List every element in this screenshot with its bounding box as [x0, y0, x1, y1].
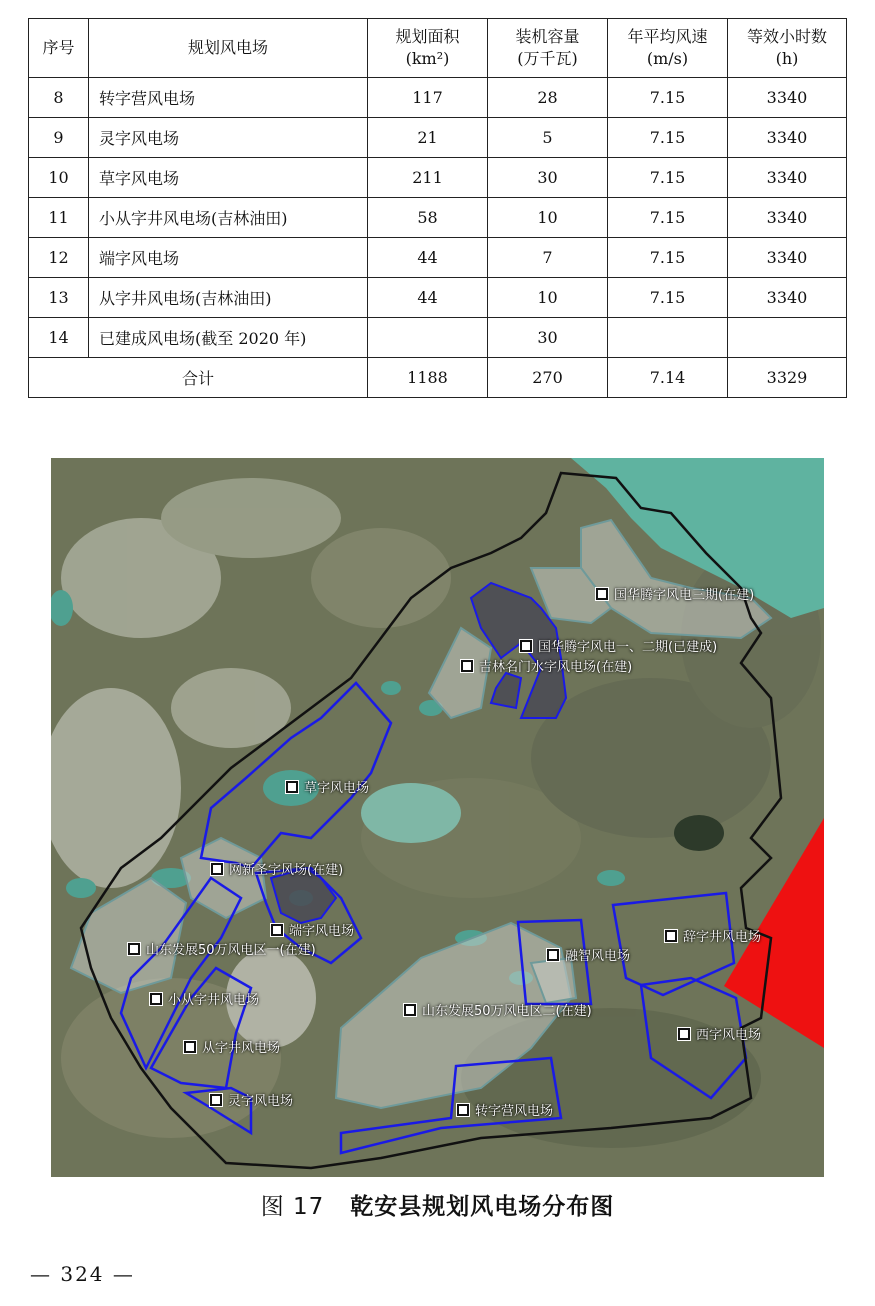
label-guohua-3: 国华腾字风电三期(在建) [596, 584, 754, 603]
location-marker-icon [665, 930, 677, 942]
location-marker-icon [150, 993, 162, 1005]
wind-farm-map [51, 458, 824, 1177]
label-shandong-2: 山东发展50万风电区二(在建) [404, 1000, 592, 1019]
location-marker-icon [128, 943, 140, 955]
table-row: 12 端字风电场 44 7 7.15 3340 [29, 238, 847, 278]
location-marker-icon [457, 1104, 469, 1116]
table-row: 11 小从字井风电场(吉林油田) 58 10 7.15 3340 [29, 198, 847, 238]
header-wind-speed: 年平均风速 (m/s) [608, 19, 728, 78]
dark-pond [674, 815, 724, 851]
figure-caption [0, 1188, 875, 1221]
label-wangxin: 网新圣字风场(在建) [211, 859, 343, 878]
page-number: — 324 — [30, 1262, 135, 1286]
label-duan: 端字风电场 [271, 920, 354, 939]
label-xiaocong: 小从字井风电场 [150, 989, 259, 1008]
table-row: 10 草字风电场 211 30 7.15 3340 [29, 158, 847, 198]
label-zhuan: 转字营风电场 [457, 1100, 553, 1119]
header-seq: 序号 [29, 19, 89, 78]
header-hours: 等效小时数 (h) [728, 19, 847, 78]
location-marker-icon [596, 588, 608, 600]
label-xi: 西字风电场 [678, 1024, 761, 1043]
table-row: 13 从字井风电场(吉林油田) 44 10 7.15 3340 [29, 278, 847, 318]
header-name: 规划风电场 [89, 19, 368, 78]
label-guohua-1-2: 国华腾字风电一、二期(已建成) [520, 636, 717, 655]
label-cong: 从字井风电场 [184, 1037, 280, 1056]
table-row: 14 已建成风电场(截至 2020 年) 30 [29, 318, 847, 358]
header-area: 规划面积 (km²) [368, 19, 488, 78]
table-header-row [29, 19, 847, 78]
location-marker-icon [211, 863, 223, 875]
location-marker-icon [678, 1028, 690, 1040]
figure-number: 图 17 [260, 1194, 325, 1220]
label-rongzhi: 融智风电场 [547, 945, 630, 964]
label-jilin-mingmen: 吉林名门水字风电场(在建) [461, 656, 632, 675]
header-capacity: 装机容量 (万千瓦) [488, 19, 608, 78]
map-graphics [51, 458, 824, 1177]
label-ci: 辞字井风电场 [665, 926, 761, 945]
location-marker-icon [271, 924, 283, 936]
location-marker-icon [404, 1004, 416, 1016]
table-total-row: 合计 1188 270 7.14 3329 [29, 358, 847, 398]
label-shandong-1: 山东发展50万风电区一(在建) [128, 939, 316, 958]
table-row: 8 转字营风电场 117 28 7.15 3340 [29, 78, 847, 118]
label-ling: 灵字风电场 [210, 1090, 293, 1109]
location-marker-icon [547, 949, 559, 961]
label-cao: 草字风电场 [286, 777, 369, 796]
table-row: 9 灵字风电场 21 5 7.15 3340 [29, 118, 847, 158]
location-marker-icon [286, 781, 298, 793]
location-marker-icon [184, 1041, 196, 1053]
location-marker-icon [461, 660, 473, 672]
location-marker-icon [520, 640, 532, 652]
figure-title: 乾安县规划风电场分布图 [350, 1194, 615, 1220]
wind-farm-table [28, 18, 847, 398]
location-marker-icon [210, 1094, 222, 1106]
